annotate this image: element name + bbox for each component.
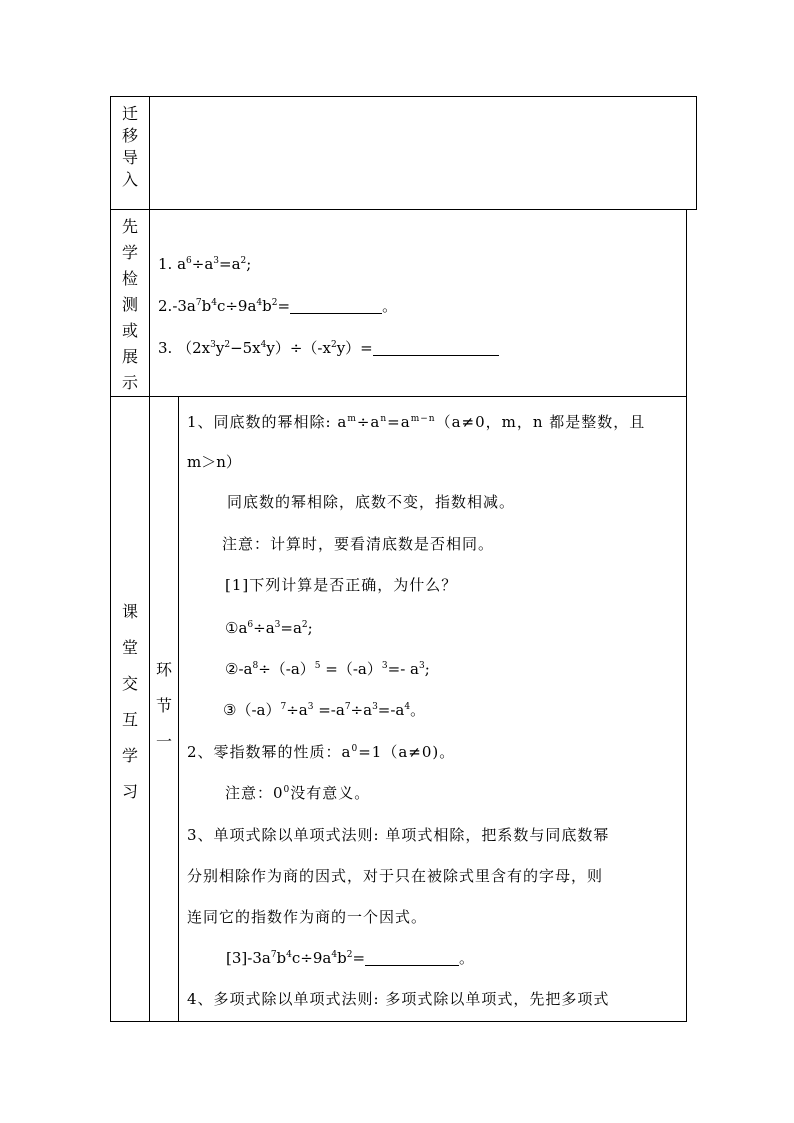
row-label-char: 互	[121, 710, 138, 729]
rule-3-line-3: 连同它的指数作为商的一个因式。	[187, 908, 428, 926]
exercise-1-prompt: [1]下列计算是否正确，为什么？	[225, 576, 458, 594]
row-divider-1	[110, 209, 697, 210]
table-border-right-top	[696, 96, 697, 210]
row-label-char: 移	[121, 126, 138, 145]
rule-2: 2、零指数幂的性质：$a^0=1(a\ne 0)$。	[187, 743, 456, 761]
row-label-char: 迁	[121, 104, 138, 123]
rule-2-note: 注意：$0^0$没有意义。	[225, 784, 371, 802]
label-column-divider	[149, 96, 150, 1022]
sub-label-char: 环	[155, 660, 172, 679]
row-label-char: 堂	[121, 638, 138, 657]
row-label-char: 先	[121, 217, 138, 236]
row-label-char: 交	[121, 674, 138, 693]
rule-4-line-1: 4、多项式除以单项式法则: 多项式除以单项式，先把多项式	[187, 990, 610, 1008]
exercise-1-item-1: $①a^6\div a^3=a^2$;	[225, 619, 313, 637]
rule-1-note: 注意：计算时，要看清底数是否相同。	[222, 535, 495, 553]
exercise-3: $[3]-3a^7b^4c\div 9a^4b^2=$ 。	[226, 949, 475, 967]
row-label-ketang	[111, 594, 149, 810]
rule-3-line-1: 3、单项式除以单项式法则: 单项式相除，把系数与同底数幂	[187, 826, 610, 844]
exercise-1-item-3: $③(-a)^7\div a^3 =-a^7\div a^3=-a^4$。	[223, 701, 426, 719]
row-label-char: 习	[121, 782, 138, 801]
rule-1-line-2: m＞n）	[187, 453, 241, 471]
answer-blank[interactable]	[365, 951, 459, 966]
check-item-2: $2.-3a^7b^4c\div 9a^4b^2=$ 。	[158, 297, 398, 315]
row-label-char: 检	[121, 269, 138, 288]
rule-1-line-1: 1、同底数的幂相除: $a^m\div a^n=a^{m-n}(a\ne 0$，m，n 都是整数，且	[187, 413, 646, 431]
row-label-char: 展	[121, 347, 138, 366]
answer-blank[interactable]	[290, 299, 382, 314]
table-border-right	[686, 209, 687, 1022]
row-label-char: 课	[121, 602, 138, 621]
row-label-char: 学	[121, 746, 138, 765]
row-label-char: 示	[121, 373, 138, 392]
row-label-xianxue	[111, 214, 149, 396]
sub-label-char: 节	[155, 696, 172, 715]
rule-1-explanation: 同底数的幂相除，底数不变，指数相减。	[227, 493, 516, 511]
row-label-char: 测	[121, 295, 138, 314]
check-item-1: 1. $a^6\div a^3=a^2$;	[158, 255, 252, 273]
exercise-1-item-2: $②-a^8\div(-a)^5 =(-a)^3=-$ $a^3$;	[225, 660, 430, 678]
sub-label-char: 一	[155, 732, 172, 751]
row-label-char: 学	[121, 243, 138, 262]
table-border-bottom	[110, 1021, 687, 1022]
row-label-char: 或	[121, 321, 138, 340]
row-label-char: 导	[121, 148, 138, 167]
answer-blank[interactable]	[373, 341, 499, 356]
subsection-column-divider	[178, 396, 179, 1022]
rule-3-line-2: 分别相除作为商的因式，对于只在被除式里含有的字母，则	[187, 867, 604, 885]
check-item-3: 3. $(2x^3y^2-5x^4y)\div(-x^2y)=$	[158, 338, 499, 358]
row-label-qianyi	[111, 103, 149, 191]
row-divider-2	[110, 396, 687, 397]
sub-label-huanjie	[150, 652, 178, 760]
row-label-char: 入	[121, 170, 138, 189]
table-border-top	[110, 96, 697, 97]
